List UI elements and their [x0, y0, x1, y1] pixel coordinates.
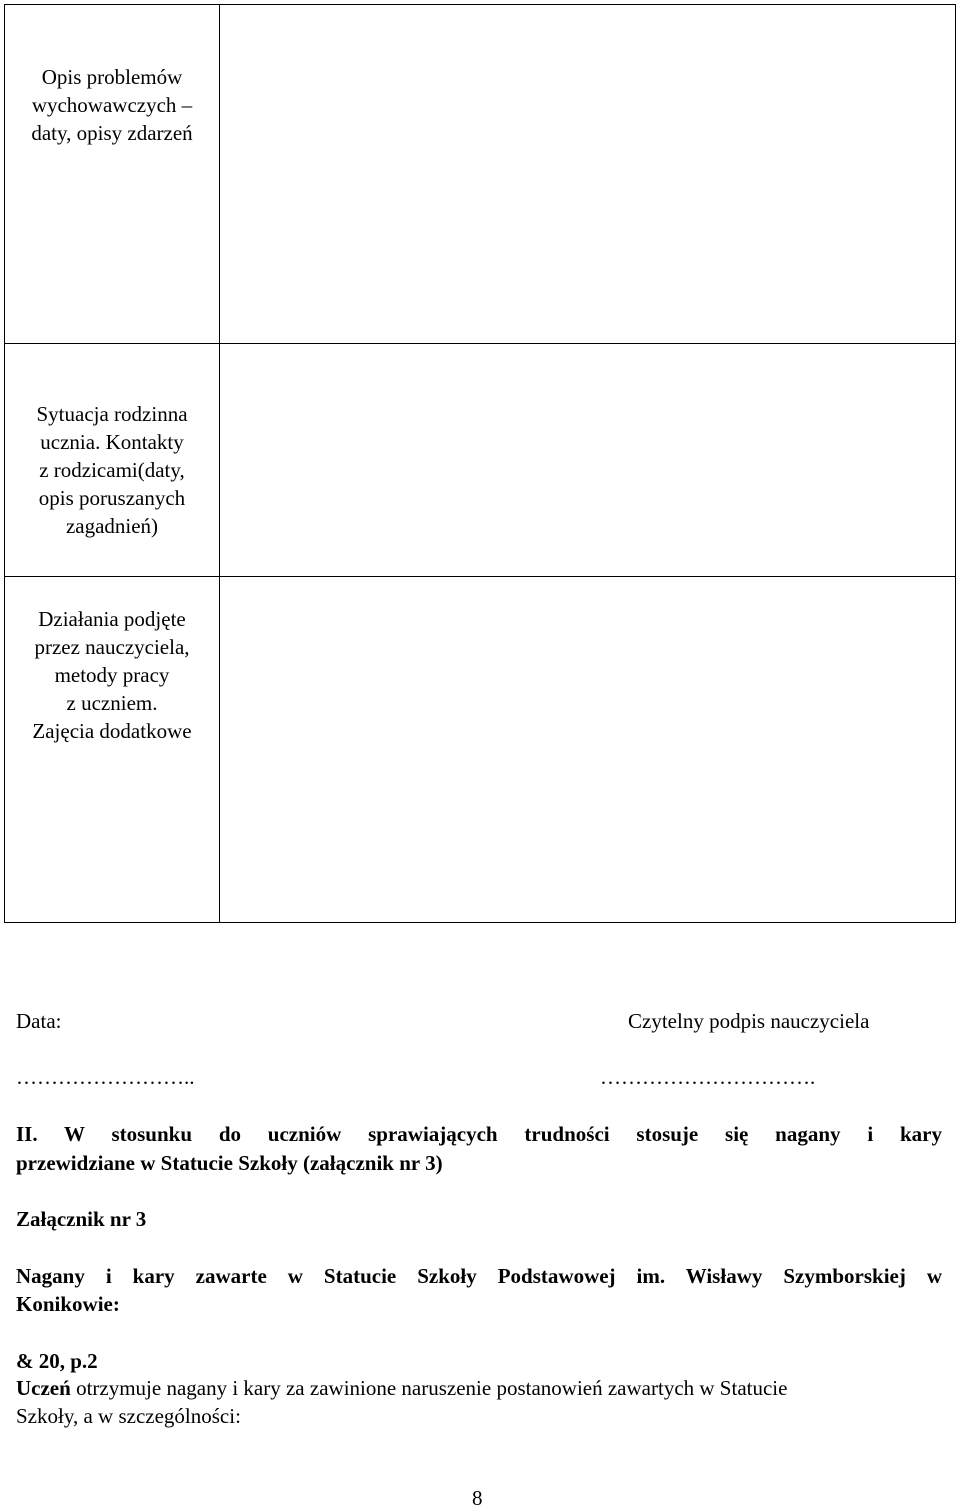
row-label-line: z rodzicami(daty, [39, 458, 185, 482]
row-label-line: wychowawczych – [31, 93, 193, 117]
paragraph-reference: & 20, p.2 [16, 1349, 98, 1373]
row-label-line: opis poruszanych [38, 486, 186, 510]
row-label-line: zagadnień) [65, 514, 159, 538]
table-row [5, 5, 956, 344]
row-value-cell[interactable] [220, 344, 956, 577]
row-label-line: Opis problemów [41, 65, 183, 89]
teacher-signature-dots: …………………………. [600, 1065, 816, 1089]
attachment-heading-line-1: Nagany i kary zawarte w Statucie Szkoły Podstawowej im. Wisławy Szymborskiej w [16, 1264, 942, 1288]
row-label-cell [5, 5, 220, 344]
section-2-line-1: II. W stosunku do uczniów sprawiających trudności stosuje się nagany i kary [16, 1122, 942, 1146]
row-label-line: Zajęcia dodatkowe [32, 719, 192, 743]
attachment-title: Załącznik nr 3 [16, 1207, 147, 1231]
page-number: 8 [472, 1486, 483, 1510]
row-label-line: z uczniem. [66, 691, 158, 715]
row-label-line: metody pracy [54, 663, 170, 687]
teacher-signature-label: Czytelny podpis nauczyciela [628, 1009, 870, 1033]
row-label-line: ucznia. Kontakty [40, 430, 184, 454]
row-value-cell[interactable] [220, 5, 956, 344]
row-label-line: daty, opisy zdarzeń [31, 121, 193, 145]
table-row [5, 577, 956, 923]
table-row [5, 344, 956, 577]
row-label-cell [5, 344, 220, 577]
row-label-line: przez nauczyciela, [34, 635, 190, 659]
date-label: Data: [16, 1009, 62, 1033]
section-2-line-2: przewidziane w Statucie Szkoły (załącznik nr 3) [16, 1151, 443, 1175]
body-line-1 [16, 1374, 787, 1402]
attachment-heading-line-2: Konikowie: [16, 1292, 120, 1316]
teacher-form-table [4, 4, 956, 923]
body-bold-word: Uczeń [16, 1376, 71, 1400]
row-label-cell [5, 577, 220, 923]
row-label-line: Sytuacja rodzinna [36, 402, 188, 426]
row-value-cell[interactable] [220, 577, 956, 923]
row-label-line: Działania podjęte [38, 607, 186, 631]
body-line-1-text: otrzymuje nagany i kary za zawinione naruszenie postanowień zawartych w Statucie [70, 1376, 788, 1400]
body-line-2: Szkoły, a w szczególności: [16, 1404, 241, 1428]
date-dots: …………………….. [16, 1065, 195, 1089]
